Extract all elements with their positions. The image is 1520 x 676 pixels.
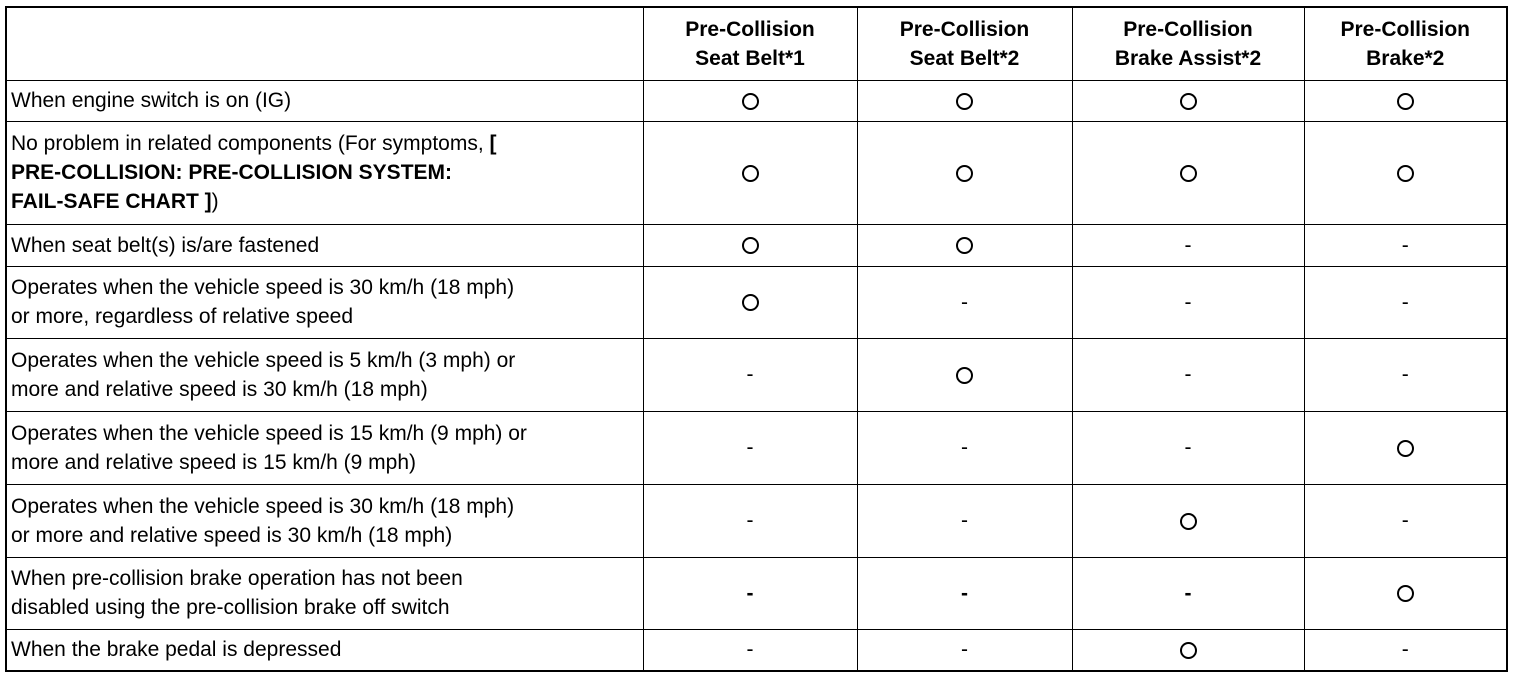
condition-cell: When engine switch is on (IG) (6, 80, 643, 121)
condition-cell: When the brake pedal is depressed (6, 629, 643, 671)
mark-cell (857, 629, 1072, 671)
condition-cell: When seat belt(s) is/are fastened (6, 224, 643, 266)
header-brake-assist-2: Pre-Collision Brake Assist*2 (1072, 7, 1304, 80)
circle-mark (742, 93, 759, 110)
mark-cell (1072, 266, 1304, 338)
table-row (6, 557, 1507, 629)
circle-mark (1397, 440, 1414, 457)
dash-mark: - (1184, 581, 1192, 605)
dash-mark: - (1401, 509, 1409, 532)
mark-cell (1304, 338, 1507, 411)
table-row (6, 80, 1507, 121)
table-row (6, 121, 1507, 224)
mark-cell (643, 557, 857, 629)
mark-cell (857, 484, 1072, 557)
mark-cell (1072, 121, 1304, 224)
dash-mark: - (1401, 290, 1409, 314)
mark-cell (1304, 224, 1507, 266)
dash-mark: - (1184, 233, 1192, 257)
mark-cell (1072, 224, 1304, 266)
circle-mark (742, 237, 759, 254)
mark-cell (1304, 266, 1507, 338)
mark-cell (1072, 411, 1304, 484)
table-row (6, 338, 1507, 411)
circle-mark (956, 367, 973, 384)
mark-cell (1304, 121, 1507, 224)
circle-mark (956, 237, 973, 254)
mark-cell (1304, 411, 1507, 484)
mark-cell (1072, 629, 1304, 671)
mark-cell (643, 266, 857, 338)
mark-cell (857, 266, 1072, 338)
mark-cell (1072, 557, 1304, 629)
header-brake-2: Pre-Collision Brake*2 (1304, 7, 1507, 80)
circle-mark (742, 165, 759, 182)
circle-mark (1397, 93, 1414, 110)
header-seat-belt-1: Pre-Collision Seat Belt*1 (643, 7, 857, 80)
circle-mark (1180, 642, 1197, 659)
mark-cell (1072, 338, 1304, 411)
circle-mark (1180, 165, 1197, 182)
mark-cell (857, 557, 1072, 629)
mark-cell (643, 80, 857, 121)
condition-cell: Operates when the vehicle speed is 5 km/h (3 mph) or more and relative speed is 30 km/h (18 mph) (6, 338, 643, 411)
dash-mark: - (1401, 363, 1409, 386)
mark-cell (1304, 629, 1507, 671)
dash-mark: - (1401, 638, 1409, 662)
condition-cell: Operates when the vehicle speed is 15 km/h (9 mph) or more and relative speed is 15 km/h (9 mph) (6, 411, 643, 484)
circle-mark (742, 294, 759, 311)
dash-mark: - (961, 581, 968, 605)
condition-cell: No problem in related components (For symptoms, [ PRE-COLLISION: PRE-COLLISION SYSTEM: FAIL-SAFE CHART ]) (6, 121, 643, 224)
mark-cell (857, 224, 1072, 266)
dash-mark: - (961, 290, 968, 314)
table-row (6, 224, 1507, 266)
dash-mark: - (746, 638, 754, 662)
condition-cell: Operates when the vehicle speed is 30 km/h (18 mph) or more, regardless of relative speed (6, 266, 643, 338)
circle-mark (956, 93, 973, 110)
table-row (6, 484, 1507, 557)
condition-cell: When pre-collision brake operation has not been disabled using the pre-collision brake off switch (6, 557, 643, 629)
mark-cell (643, 121, 857, 224)
mark-cell (1304, 80, 1507, 121)
mark-cell (643, 484, 857, 557)
mark-cell (857, 80, 1072, 121)
dash-mark: - (746, 363, 754, 386)
mark-cell (1072, 484, 1304, 557)
dash-mark: - (1184, 363, 1192, 386)
circle-mark (1397, 165, 1414, 182)
header-row (6, 7, 1507, 80)
mark-cell (643, 629, 857, 671)
mark-cell (643, 411, 857, 484)
condition-cell: Operates when the vehicle speed is 30 km/h (18 mph) or more and relative speed is 30 km/h (18 mph) (6, 484, 643, 557)
reference-link: [ (489, 132, 497, 155)
dash-mark: - (1184, 290, 1192, 314)
dash-mark: - (1401, 233, 1409, 257)
dash-mark: - (1184, 436, 1192, 459)
table-row (6, 266, 1507, 338)
circle-mark (1180, 513, 1197, 530)
mark-cell (1072, 80, 1304, 121)
dash-mark: - (961, 509, 968, 532)
dash-mark: - (961, 638, 968, 662)
mark-cell (1304, 557, 1507, 629)
mark-cell (857, 411, 1072, 484)
mark-cell (643, 224, 857, 266)
header-seat-belt-2: Pre-Collision Seat Belt*2 (857, 7, 1072, 80)
operation-conditions-table (5, 6, 1508, 672)
mark-cell (857, 121, 1072, 224)
table-row (6, 411, 1507, 484)
table-row (6, 629, 1507, 671)
circle-mark (1397, 585, 1414, 602)
header-blank-cell (6, 7, 643, 80)
dash-mark: - (746, 509, 754, 532)
mark-cell (1304, 484, 1507, 557)
dash-mark: - (746, 436, 754, 459)
circle-mark (956, 165, 973, 182)
mark-cell (857, 338, 1072, 411)
dash-mark: - (746, 581, 754, 605)
dash-mark: - (961, 436, 968, 459)
mark-cell (643, 338, 857, 411)
circle-mark (1180, 93, 1197, 110)
